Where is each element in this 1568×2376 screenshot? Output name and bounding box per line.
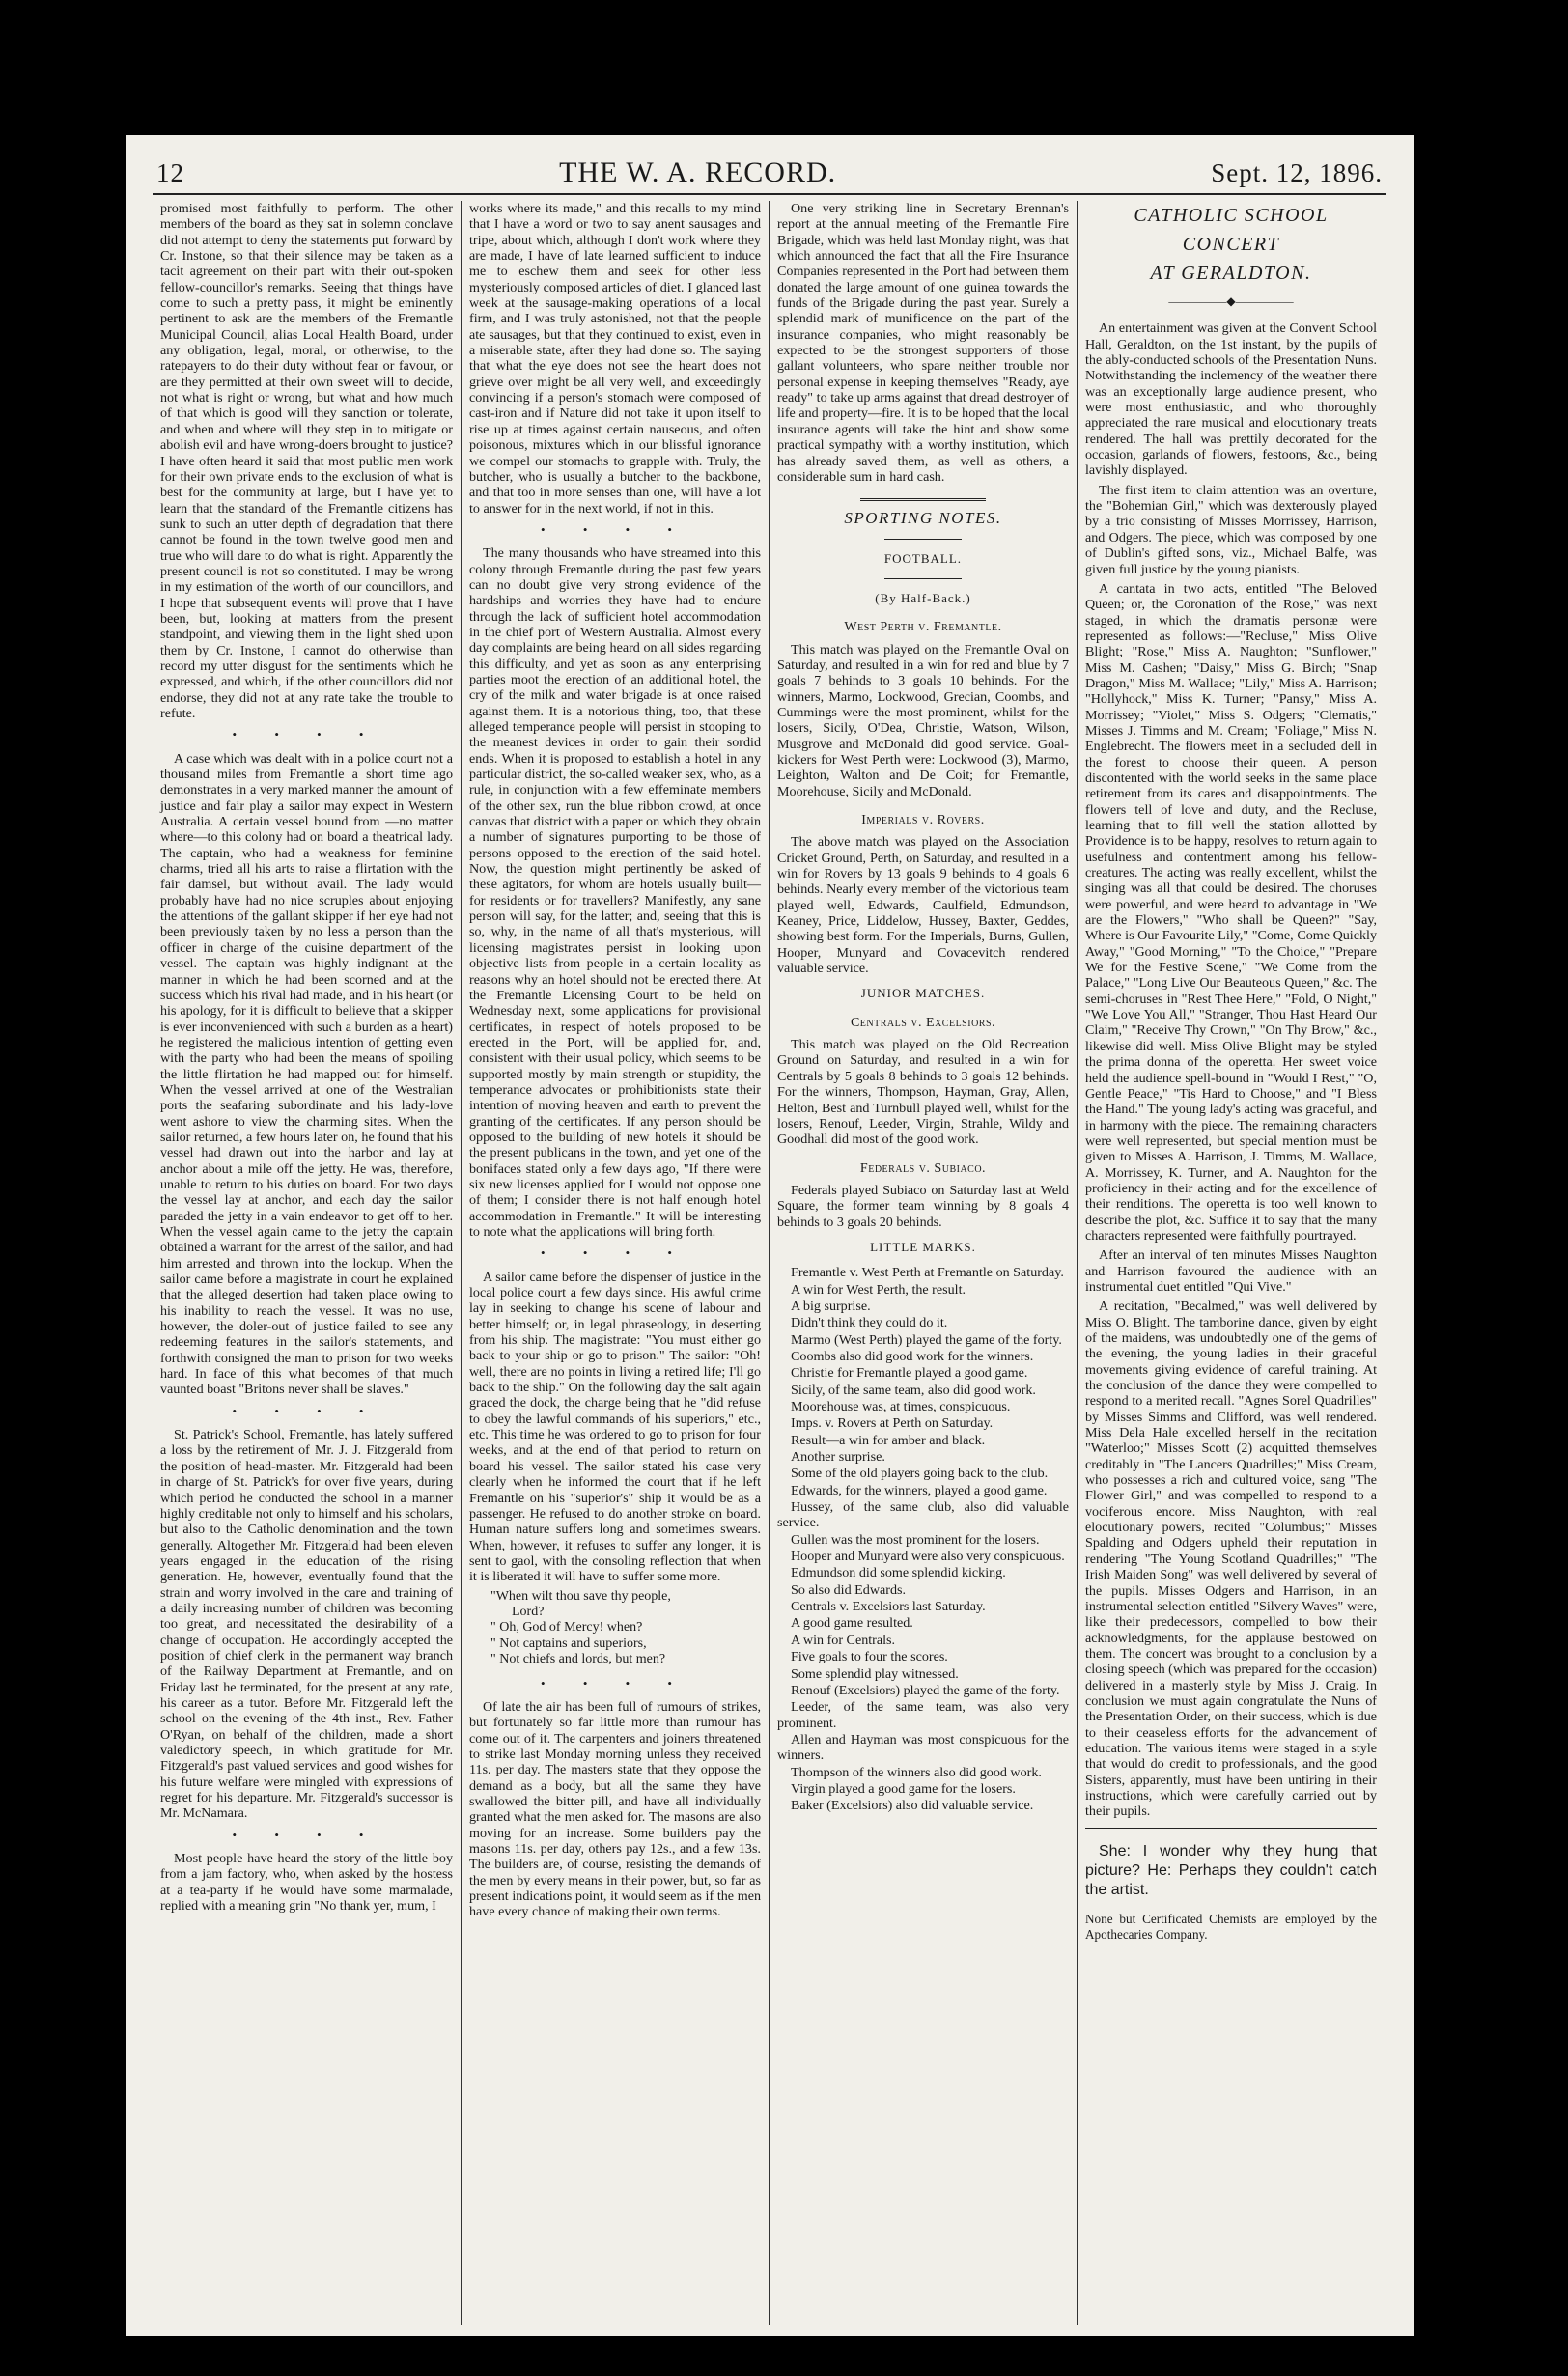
poem-line: " Not captains and superiors,	[490, 1635, 647, 1651]
poem-line: "When wilt thou save thy people,	[490, 1588, 671, 1604]
article-title-line-2: AT GERALDTON.	[1150, 263, 1312, 284]
list-item: Some of the old players going back to the club.	[791, 1466, 1049, 1482]
section-divider: • • • •	[232, 1403, 381, 1418]
list-item: Moorehouse was, at times, conspicuous.	[791, 1399, 1011, 1414]
list-item: Another surprise.	[791, 1449, 885, 1466]
column-3	[769, 201, 1077, 2325]
section-divider: • • • •	[232, 1827, 381, 1842]
list-item: A big surprise.	[791, 1298, 871, 1314]
article-paragraph: St. Patrick's School, Fremantle, has lately suffered a loss by the retirement of Mr. J. J. Fitzgerald from the position of head-master. Mr. Fitzgerald had been in charge of St. Patrick's for over five years, during which period he conducted the school in a manner highly creditable not only to himself and his scholars, but also to the Catholic denomination and the town generally. Altogether Mr. Fitzgerald had been eleven years engaged in the education of the rising generation. He, however, eventually found that the strain and worry involved in the care and training of a daily increasing number of children was becoming too great, and necessitated the desirability of a change of occupation. He accordingly accepted the position of chief clerk in the permanent way branch of the Railway Department at Fremantle, and on Friday last he terminated, for the present at any rate, his career as a tutor. Before Mr. Fitzgerald left the school on the evening of the 4th inst., Rev. Father O'Ryan, on behalf of the children, made a short valedictory speech, in which gratitude for Mr. Fitzgerald's past valued services and good wishes for his future welfare were mingled with expressions of regret for his departure. Mr. Fitzgerald's successor is Mr. McNamara.	[160, 1427, 453, 1822]
little-marks-list	[777, 1265, 1069, 1813]
article-paragraph: Of late the air has been full of rumours of strikes, but fortunately so far little more than rumour has come out of it. The carpenters and joiners threatened to strike last Monday morning unless they received 11s. per day. The masters state that they oppose the demand as a body, but all the same they have swallowed the bitter pill, and have all individually granted what the men asked for. The masons are also moving for an increase. Some builders pay the masons 11s. per day, others pay 12s., and a few 13s. The builders are, of course, resisting the demands of the men by every means in their power, but, so far as present indications point, it would seem as if the men have every chance of making their own terms.	[469, 1698, 761, 1920]
article-paragraph: promised most faithfully to perform. The other members of the board as they sat in solemn conclave did not attempt to deny the statements put forward by Cr. Instone, so that their silence may be taken as a tacit agreement on their part with their out-spoken fellow-councillor's remarks. Seeing that things have come to such a pretty pass, it might be eminently pertinent to ask are the members of the Fremantle Municipal Council, alias Local Health Board, under any obligation, legal, moral, or otherwise, to the ratepayers to do their duty without fear or favour, or are they permitted at their own sweet will to decide, not what is right or wrong, but what and how much of that which is good will they sanction or tolerate, and when and where will they step in to mitigate or abolish evil and have wrong-doers brought to justice? I have often heard it said that most public men work for their own private ends to the exclusion of what is best for the community at large, but I have yet to learn that the standard of the Fremantle citizens has sunk to such an utter depth of degradation that there cannot be found in the town twelve good men and true who will dare to do what is right. Apparently the present council is not so constituted. I may be wrong in my estimation of the worth of our councillors, and I hope that subsequent events will prove that I have been, but, looking at matters from the present standpoint, and viewing them in the light shed upon them by Cr. Instone, I cannot do otherwise than record my utter disgust for the sentiments which he expressed, and which, if the other councillors did not endorse, they did not at any rate take the trouble to refute.	[160, 201, 453, 721]
divider-rule	[1085, 1828, 1377, 1829]
subheading-football: FOOTBALL.	[883, 550, 963, 566]
list-item: Thompson of the winners also did good work.	[791, 1764, 1042, 1780]
article-paragraph: A recitation, "Becalmed," was well delivered by Miss O. Blight. The tamborine dance, given by eight of the maidens, was undoubtedly one of the gems of the evening, the young ladies in their graceful movements giving evidence of careful training. At the conclusion of the dance they were compelled to respond to a merited recall. "Agnes Sorel Quadrilles" by Misses Simms and Clifford, was well rendered. Miss Dela Hale excelled herself in the recitation "Waterloo;" Misses Scott (2) acquitted themselves creditably in "The Lancers Quadrilles;" Miss Cream, who possesses a rich and cultured voice, sang "The Flower Girl," and was compelled to respond to a vociferous encore. Miss Naughton, with real elocutionary powers, recited "Columbus;" Misses Spalding and Odgers upheld their reputation in rendering "The Young Scotland Quadrilles;" "The Irish Maiden Song" was well delivered by several of the pupils. Misses Odgers and Harrison, in an instrumental selection entitled "Silvery Waves" were, like their predecessors, compelled to bow their acknowledgments, for the applause bestowed on them. The concert was brought to a conclusion by a closing speech (which was prepared for the occasion) delivered in a masterly style by Miss J. Craig. In conclusion we must again congratulate the Nuns of the Presentation Order, on their success, which is due to their ceaseless efforts for the advancement of education. The various items were staged in a style that would do credit to professionals, and the good Sisters, apparently, must have been untiring in their instructions, which were carefully carried out by their pupils.	[1085, 1299, 1377, 1820]
issue-date: Sept. 12, 1896.	[1211, 158, 1383, 187]
article-paragraph: A case which was dealt with in a police court not a thousand miles from Fremantle a short time ago demonstrates in a very marked manner the amount of justice and fair play a sailor may expect in Western Australia. A certain vessel bound from —no matter where—to this colony had on board a theatrical lady. The captain, who had a weakness for feminine charms, tried all his arts to raise a flirtation with the fair damsel, but without avail. The lady would probably have had no nice scruples about enjoying the attentions of the gallant skipper if her eye had not been previously taken by no less a person than the officer in charge of the cuisine department of the vessel. The captain was highly indignant at the manner in which he had been scorned and at the success which his rival had made, and in his heart (or his apology, for it is difficult to believe that a skipper is ever inconvenienced with such a burden as a heart) he registered the malicious intention of getting even with the party who had been the means of spoiling the little flirtation he had mapped out for himself. When the vessel arrived at one of the Westralian ports the seafaring subordinate and his lady-love went ashore to view the charming sites. When the sailor returned, a few hours later on, he found that his vessel had drawn out into the harbor and lay at anchor about a mile off the jetty. He was, therefore, unable to return to his duties on board. For two days the vessel lay at anchor, and each day the sailor paraded the jetty in a vain endeavor to get off to her. When the vessel again came to the jetty the captain obtained a warrant for the arrest of the sailor, and had him arrested and thrown into the lockup. When the sailor came before a magistrate in court he explained that the alleged desertion had taken place owing to his inability to reach the vessel. It was no use, however, the doler-out of justice failed to see any redeeming features in the sailor's statements, and forthwith consigned the man to prison for two weeks hard. In face of this what becomes of that much vaunted boast "Britons never shall be slaves."	[160, 750, 453, 1398]
list-item: Christie for Fremantle played a good game.	[791, 1365, 1028, 1382]
ornament-divider: ―――――◆―――――	[1168, 294, 1294, 308]
article-paragraph: The above match was played on the Association Cricket Ground, Perth, on Saturday, and resulted in a win for Rovers by 13 goals 9 behinds to 4 goals 6 behinds. Nearly every member of the victorious team played well, Edwards, Caulfield, Edmundson, Keaney, Price, Liddelow, Hussey, Baxter, Geddes, showing best form. For the Imperials, Burns, Gullen, Hooper, Munyard and Covacevitch rendered valuable service.	[777, 834, 1069, 977]
list-item: Virgin played a good game for the losers.	[791, 1780, 1016, 1797]
list-item: Marmo (West Perth) played the game of the forty.	[791, 1331, 1062, 1348]
match-heading: Federals v. Subiaco.	[859, 1160, 987, 1176]
binding-hole-mark	[1493, 1663, 1506, 1680]
article-paragraph: This match was played on the Old Recreation Ground on Saturday, and resulted in a win for Centrals by 5 goals 8 behinds to 3 goals 12 behinds. For the winners, Thompson, Hayman, Gray, Allen, Helton, Best and Turnbull played well, whilst for the losers, Renouf, Leeder, Virgin, Strahle, Wildy and Goodhall did most of the good work.	[777, 1037, 1069, 1148]
joke-text: She: I wonder why they hung that picture? He: Perhaps they couldn't catch the artist.	[1085, 1842, 1377, 1898]
poem-line: Lord?	[512, 1604, 545, 1619]
article-paragraph: works where its made," and this recalls to my mind that I have a word or two to say anent sausages and tripe, about which, although I don't work where they are made, I have of late learned sufficient to induce me to eschew them and seek for other less mysteriously composed articles of diet. I glanced last week at the sausage-making operations of a local firm, and I was truly astonished, not that the people ate sausages, but that they continued to exist, even in a miserable state, after they had done so. The saying that what the eye does not see the heart does not grieve over might be all very well, and exceedingly convincing if a person's stomach were composed of cast-iron and if Nature did not take it upon itself to rise up at times against certain nauseous, and often poisonous, mixtures which in our blissful ignorance we compel our stomachs to grapple with. Truly, the butcher, who is usually a butcher to the backbone, and that too in more senses than one, will have a lot to answer for in the next world, if not in this.	[469, 201, 761, 517]
article-paragraph: One very striking line in Secretary Brennan's report at the annual meeting of the Fremantle Fire Brigade, which was held last Monday night, was that which announced the fact that all the Fire Insurance Companies represented in the Port had between them donated the large amount of one guinea towards the funds of the Brigade during the past year. Surely a splendid mark of munificence on the part of the insurance companies, who might reasonably be expected to be the strongest supporters of those gallant volunteers, who spare neither trouble nor personal expense in keeping themselves "Ready, aye ready" to take up arms against that dread destroyer of life and property—fire. It is to be hoped that the local insurance agents will take the hint and show some practical sympathy with a worthy institution, which has already saved them, as well as others, a considerable sum in hard cash.	[777, 201, 1069, 485]
list-item: Allen and Hayman was most conspicuous for the winners.	[777, 1731, 1069, 1764]
list-item: Hussey, of the same club, also did valuable service.	[777, 1499, 1069, 1531]
list-item: Sicily, of the same team, also did good work.	[791, 1382, 1036, 1398]
double-rule	[860, 498, 986, 501]
article-paragraph: A sailor came before the dispenser of justice in the local police court a few days since. His awful crime lay in seeking to change his scene of labour and better himself; or, in legal phraseology, in deserting from his ship. The magistrate: "You must either go back to your ship or go to prison." The sailor: "Oh! well, there are no points in living a retired life; I'll go back to the ship." On the following day the salt again graced the dock, the charge being that he "did refuse to obey the lawful commands of his superiors," etc., etc. This time he was ordered to go to prison for four weeks, and at the end of that period to return on board his vessel. The sailor stated his case very clearly when he informed the court that if he left Fremantle on his "superior's" ship it would be as a passenger. He refused to do another stroke on board. Human nature suffers long and sometimes swears. When, however, it refuses to suffer any longer, it is sent to gaol, with the consoling reflection that when it is liberated it will have to suffer some more.	[469, 1269, 761, 1585]
list-item: So also did Edwards.	[791, 1581, 907, 1598]
article-paragraph: Federals played Subiaco on Saturday last at Weld Square, the former team winning by 8 goals 4 behinds to 3 goals 20 behinds.	[777, 1182, 1069, 1230]
match-heading: Centrals v. Excelsiors.	[850, 1015, 996, 1030]
list-item: Didn't think they could do it.	[791, 1315, 948, 1331]
section-divider: • • • •	[541, 1245, 689, 1261]
advertisement-text: None but Certificated Chemists are employed by the Apothecaries Company.	[1085, 1911, 1377, 1942]
article-paragraph: An entertainment was given at the Convent School Hall, Geraldton, on the 1st instant, by the pupils of the ably-conducted schools of the Presentation Nuns. Notwithstanding the inclemency of the weather there was an exceptionally large audience present, who were most enthusiastic, and who thoroughly appreciated the rare musical and elocutionary treats rendered. The hall was prettily decorated for the occasion, garlands of flowers, festoons, &c., being lavishly displayed.	[1085, 321, 1377, 479]
section-divider: • • • •	[232, 727, 381, 742]
article-paragraph: Most people have heard the story of the little boy from a jam factory, who, when asked by the hostess at a tea-party if he would have some marmalade, replied with a meaning grin "No thank yer, mum, I	[160, 1851, 453, 1915]
list-item: Result—a win for amber and black.	[791, 1432, 986, 1448]
list-item: A good game resulted.	[791, 1615, 913, 1632]
list-item: Centrals v. Excelsiors last Saturday.	[791, 1599, 986, 1615]
match-heading: Imperials v. Rovers.	[861, 813, 985, 827]
poem-line: " Oh, God of Mercy! when?	[490, 1620, 643, 1635]
list-item: Edwards, for the winners, played a good game.	[791, 1482, 1048, 1498]
poem-quote	[490, 1589, 761, 1668]
list-item: A win for West Perth, the result.	[791, 1281, 966, 1298]
column-2	[461, 201, 769, 2325]
newspaper-title: THE W. A. RECORD.	[559, 156, 837, 188]
list-item: A win for Centrals.	[791, 1632, 896, 1648]
poem-line: " Not chiefs and lords, but men?	[490, 1652, 666, 1667]
subheading-little-marks: LITTLE MARKS.	[870, 1239, 976, 1254]
section-divider: • • • •	[541, 521, 689, 537]
short-rule	[884, 539, 962, 540]
section-heading-sporting: SPORTING NOTES.	[844, 509, 1002, 528]
masthead	[153, 156, 1386, 195]
article-paragraph: A cantata in two acts, entitled "The Beloved Queen; or, the Coronation of the Rose," was next staged, in which the dramatis personæ were represented as follows:—"Recluse," Miss Olive Blight; "Rose," Miss A. Naughton; "Sunflower," Miss M. Cashen; "Daisy," Miss G. Birch; "Snap Dragon," Miss M. Wallace; "Lily," Miss A. Harrison; "Hollyhock," Miss K. Turner; "Pansy," Miss A. Morrissey; "Violet," Miss S. Odgers; "Clematis," Misses J. Timms and M. Cream; "Foliage," Miss N. Englebrecht. The flowers meet in a secluded dell in the forest to choose their queen. A person discontented with the world seeks in the same place retirement from its cares and disappointments. The flowers tell of love and duty, and the Recluse, learning that to fill well the station allotted by Providence is to be happy, resolves to return again to usefulness and contentment among his fellow-creatures. The acting was really excellent, whilst the singing was all that could be desired. The choruses were powerful, and were heard to advantage in "We are the Flowers," "Who shall be Queen?" "Say, Where is Our Favourite Lily," "Come, Come Quickly Away," "Good Morning," "To the Choice," "Prepare We for the Festive Scene," "We Come from the Palace," "Long Live Our Beauteous Queen," &c. The semi-choruses in "Rest Thee Here," "Fold, O Night," "We Love You All," "Stranger, Thou Hast Heard Our Claim," "Receive Thy Crown," "On Thy Brow," &c., likewise did well. Miss Olive Blight may be styled the prima donna of the operetta. Her sweet voice held the audience spell-bound in "Would I Rest," "O, Gentle Peace," "Tis Hard to Choose," and "I Bless the Hand." The young lady's acting was graceful, and in harmony with the piece. The remaining characters were well represented, but special mention must be given to Misses A. Harrison, J. Timms, M. Wallace, A. Morrissey, K. Turner, and A. Naughton for the proficiency in their acting and for the excellence of their renditions. The operetta is too well known to describe the plot, &c. Suffice it to say that the many characters represented were faithfully pourtrayed.	[1085, 580, 1377, 1244]
list-item: Hooper and Munyard were also very conspicuous.	[791, 1549, 1065, 1565]
list-item: Imps. v. Rovers at Perth on Saturday.	[791, 1415, 994, 1432]
column-4	[1077, 201, 1385, 2325]
newspaper-page	[126, 135, 1414, 2336]
list-item: Leeder, of the same team, was also very prominent.	[777, 1699, 1069, 1731]
article-paragraph: This match was played on the Fremantle Oval on Saturday, and resulted in a win for red and blue by 7 goals 7 behinds to 3 goals 10 behinds. For the winners, Marmo, Lockwood, Grecian, Coombs, and Cummings were the most prominent, whilst for the losers, Sicily, O'Dea, Christie, Watson, Wilson, Musgrove and McDonald did good service. Goal-kickers for West Perth were: Lockwood (3), Marmo, Leighton, Walton and De Coit; for Fremantle, Moorehouse, Sicily and McDonald.	[777, 641, 1069, 799]
columns	[153, 201, 1386, 2325]
list-item: Gullen was the most prominent for the losers.	[791, 1531, 1040, 1548]
short-rule	[884, 578, 962, 579]
byline: (By Half-Back.)	[875, 590, 971, 605]
article-paragraph: The first item to claim attention was an overture, the "Bohemian Girl," which was dexterously played by a trio consisting of Misses Morrissey, Harrison, and Odgers. The piece, which was composed by one of Dublin's gifted sons, viz., Michael Balfe, was given full justice by the young pianists.	[1085, 482, 1377, 577]
list-item: Fremantle v. West Perth at Fremantle on Saturday.	[791, 1265, 1064, 1281]
subheading-junior: JUNIOR MATCHES.	[860, 986, 986, 1001]
match-heading: West Perth v. Fremantle.	[844, 620, 1002, 635]
column-1	[153, 201, 461, 2325]
article-title-line-1: CATHOLIC SCHOOL CONCERT	[1134, 205, 1329, 255]
list-item: Baker (Excelsiors) also did valuable service.	[791, 1798, 1034, 1814]
article-paragraph: The many thousands who have streamed into this colony through Fremantle during the past few years can no doubt give very strong evidence of the hardships and worries they have had to endure through the lack of sufficient hotel accommodation in the chief port of Western Australia. Almost every day complaints are being heard on all sides regarding this difficulty, and yet as soon as any enterprising parties moot the erection of an additional hotel, the cry of the milk and water brigade is at once raised against them. It is a notorious thing, too, that these alleged temperance people will persist in stooping to the meanest devices in order to gain their sordid ends. When it is proposed to establish a hotel in any particular district, the so-called weaker sex, who, as a rule, in conjunction with a few effeminate members of the other sex, run the blue ribbon crowd, at once canvas that district with a paper on which they obtain a number of signatures purporting to be those of persons opposed to the erection of the said hotel. Now, the question might pertinently be asked of these agitators, for whom are hotels usually built—for residents or for travellers? Manifestly, any sane person will say, for the latter; and, seeing that this is so, why, in the name of all that's mysterious, will licensing magistrates persist in looking upon objective lists from people in a certain locality as reasons why an hotel should not be erected there. At the Fremantle Licensing Court to be held on Wednesday next, some applications for provisional certificates, in respect of hotels proposed to be erected in the Port, will be applied for, and, consistent with their usual policy, which seems to be supported mostly by main strength or stupidity, the temperance advocates or prohibitionists state their intention of moving heaven and earth to prevent the granting of the certificates. If any person should be opposed to the building of new hotels it should be the present publicans in the town, and yet one of the bonifaces stated only a few days ago, "If there were six new licenses applied for I would not oppose one of them; I consider there is not half enough hotel accommodation in Fremantle." It will be interesting to note what the applications will bring forth.	[469, 545, 761, 1240]
binding-hole-mark	[1417, 253, 1431, 270]
list-item: Edmundson did some splendid kicking.	[791, 1565, 1006, 1581]
list-item: Renouf (Excelsiors) played the game of the forty.	[791, 1682, 1060, 1698]
list-item: Coombs also did good work for the winners.	[791, 1348, 1034, 1364]
article-paragraph: After an interval of ten minutes Misses Naughton and Harrison favoured the audience with an instrumental duet entitled "Qui Vive."	[1085, 1247, 1377, 1295]
section-divider: • • • •	[541, 1675, 689, 1691]
page-number: 12	[156, 158, 184, 187]
list-item: Some splendid play witnessed.	[791, 1665, 959, 1682]
list-item: Five goals to four the scores.	[791, 1649, 948, 1665]
